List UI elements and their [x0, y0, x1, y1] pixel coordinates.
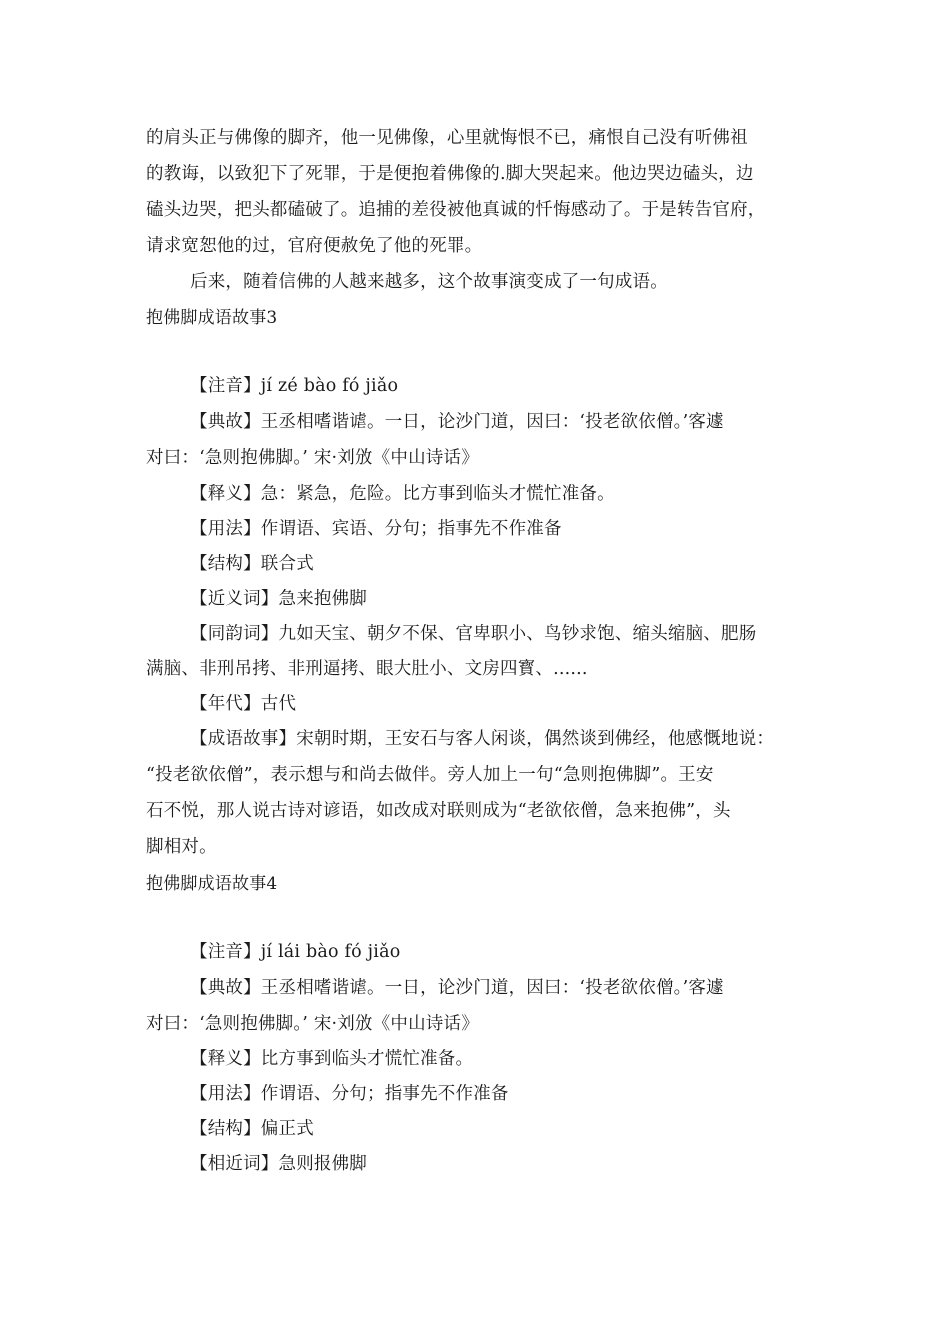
story-line: 【成语故事】宋朝时期，王安石与客人闲谈，偶然谈到佛经，他感慨地说：: [190, 729, 775, 749]
allusion-line: 对曰：‘急则抱佛脚。’ 宋·刘攽《中山诗话》: [146, 1014, 479, 1034]
related-word-line: 【相近词】急则报佛脚: [190, 1154, 367, 1174]
paragraph-line: 的教诲，以致犯下了死罪，于是便抱着佛像的.脚大哭起来。他边哭边磕头，边: [146, 164, 754, 184]
paragraph-line: 请求宽恕他的过，官府便赦免了他的死罪。: [146, 236, 483, 256]
structure-line: 【结构】偏正式: [190, 1119, 314, 1139]
meaning-line: 【释义】比方事到临头才慌忙准备。: [190, 1049, 474, 1069]
story-line: 脚相对。: [146, 837, 217, 857]
allusion-line: 【典故】王丞相嗜谐谑。一日，论沙门道，因曰：‘投老欲依僧。’客遽: [190, 978, 724, 998]
pinyin-line: 【注音】jí zé bào fó jiǎo: [190, 376, 399, 396]
meaning-line: 【释义】急：紧急，危险。比方事到临头才慌忙准备。: [190, 484, 615, 504]
era-line: 【年代】古代: [190, 694, 297, 714]
allusion-line: 【典故】王丞相嗜谐谑。一日，论沙门道，因曰：‘投老欲依僧。’客遽: [190, 412, 724, 432]
story-line: “投老欲依僧”，表示想与和尚去做伴。旁人加上一句“急则抱佛脚”。王安: [146, 765, 714, 785]
allusion-line: 对曰：‘急则抱佛脚。’ 宋·刘攽《中山诗话》: [146, 448, 479, 468]
section-heading: 抱佛脚成语故事4: [146, 874, 278, 894]
rhyme-line: 【同韵词】九如天宝、朝夕不保、官卑职小、鸟钞求饱、缩头缩脑、肥肠: [190, 624, 757, 644]
structure-line: 【结构】联合式: [190, 554, 314, 574]
paragraph-line: 后来，随着信佛的人越来越多，这个故事演变成了一句成语。: [190, 272, 668, 292]
story-line: 石不悦，那人说古诗对谚语，如改成对联则成为“老欲依僧，急来抱佛”，头: [146, 801, 731, 821]
paragraph-line: 磕头边哭，把头都磕破了。追捕的差役被他真诚的忏悔感动了。于是转告官府，: [146, 200, 766, 220]
usage-line: 【用法】作谓语、分句；指事先不作准备: [190, 1084, 509, 1104]
pinyin-line: 【注音】jí lái bào fó jiǎo: [190, 942, 401, 962]
paragraph-line: 的肩头正与佛像的脚齐，他一见佛像，心里就悔恨不已，痛恨自己没有听佛祖: [146, 128, 748, 148]
usage-line: 【用法】作谓语、宾语、分句；指事先不作准备: [190, 519, 562, 539]
rhyme-line: 满脑、非刑吊拷、非刑逼拷、眼大肚小、文房四寳、......: [146, 659, 588, 679]
section-heading: 抱佛脚成语故事3: [146, 308, 278, 328]
synonym-line: 【近义词】急来抱佛脚: [190, 589, 367, 609]
